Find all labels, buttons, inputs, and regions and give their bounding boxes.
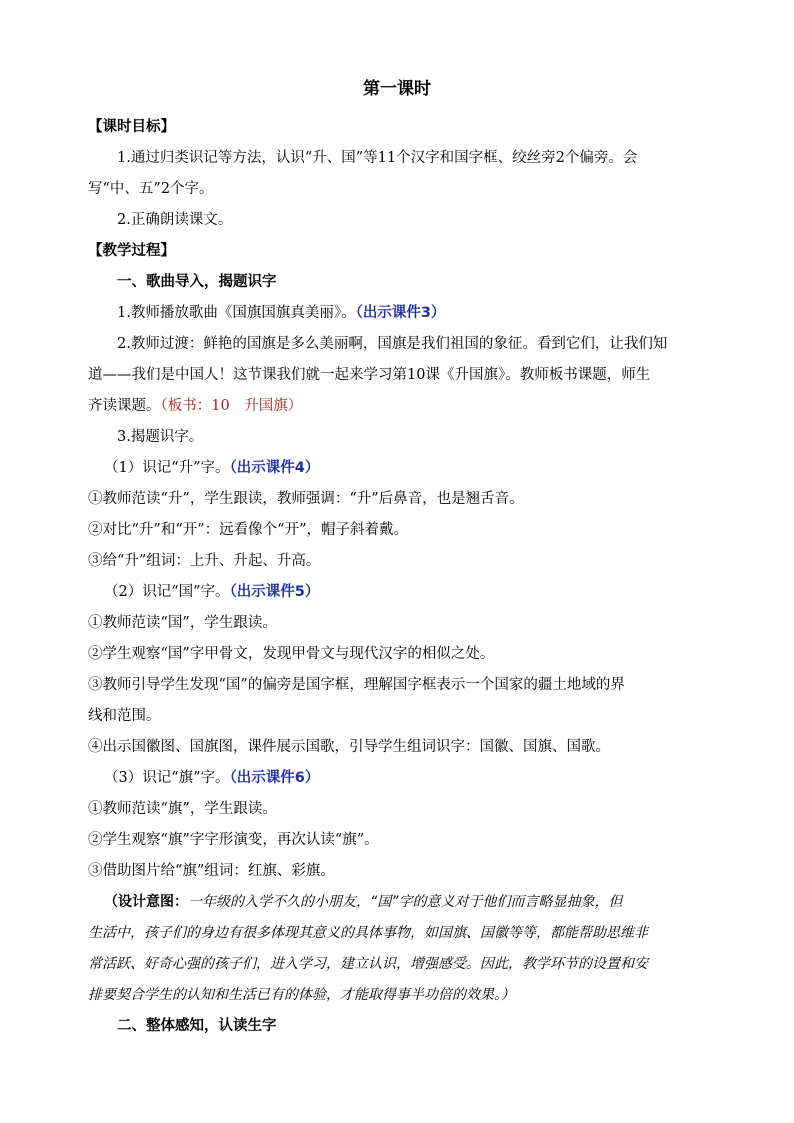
design-intent-line: 常活跃、好奇心强的孩子们，进入学习，建立认识，增强感受。因此，教学环节的设置和安: [88, 956, 648, 972]
paragraph-text: 1.教师播放歌曲《国旗国旗真美丽》。: [117, 305, 356, 321]
design-intent-line: 排要契合学生的认知和生活已有的体验，才能取得事半功倍的效果。）: [88, 987, 515, 1003]
paragraph-line: 道——我们是中国人！这节课我们就一起来学习第10课《升国旗》。教师板书课题，师生: [88, 367, 651, 383]
sub-heading-text: （1）识记“升”字。: [104, 460, 230, 476]
list-item: ③给“升”组词：上升、升起、升高。: [88, 553, 321, 569]
list-item: ①教师范读“旗”，学生跟读。: [88, 801, 277, 817]
objective-line: 1.通过归类识记等方法，认识“升、国”等11个汉字和国字框、绞丝旁2个偏旁。会: [117, 150, 638, 166]
courseware-ref: （出示课件6）: [229, 770, 320, 786]
sub-heading: [88, 763, 716, 794]
list-item: ④出示国徽图、国旗图，课件展示国歌，引导学生组词识字：国徽、国旗、国歌。: [88, 739, 610, 755]
board-note: （板书：10 升国旗）: [160, 398, 303, 414]
design-intent-line: 生活中，孩子们的身边有很多体现其意义的具体事物，如国旗、国徽等等，都能帮助思维非: [88, 925, 648, 941]
paragraph: [88, 298, 716, 329]
sub-heading: [88, 577, 716, 608]
courseware-ref: （出示课件4）: [229, 460, 320, 476]
objective-line: 写“中、五”2个字。: [88, 181, 214, 197]
list-item: ②对比“升”和“开”：远看像个“开”，帽子斜着戴。: [88, 522, 408, 538]
section-heading: 一、歌曲导入，揭题识字: [117, 274, 277, 290]
sub-heading: [88, 453, 716, 484]
list-item: ③教师引导学生发现“国”的偏旁是国字框，理解国字框表示一个国家的疆土地域的界: [88, 677, 625, 693]
courseware-ref: （出示课件3）: [355, 305, 446, 321]
design-intent-label: （设计意图：: [104, 894, 188, 910]
page-title: 第一课时: [363, 79, 431, 99]
sub-heading-text: （2）识记“国”字。: [104, 584, 230, 600]
list-item: ①教师范读“升”，学生跟读，教师强调：“升”后鼻音，也是翘舌音。: [88, 491, 524, 507]
list-item: ①教师范读“国”，学生跟读。: [88, 615, 277, 631]
sub-heading-text: （3）识记“旗”字。: [104, 770, 230, 786]
objectives-header: 【课时目标】: [88, 119, 175, 135]
paragraph: [88, 391, 716, 422]
paragraph-line: 3.揭题识字。: [117, 429, 204, 445]
design-intent-text: 一年级的入学不久的小朋友，“国”字的意义对于他们而言略显抽象，但: [188, 894, 623, 910]
courseware-ref: （出示课件5）: [229, 584, 320, 600]
objective-line: 2.正确朗读课文。: [117, 212, 233, 228]
list-item: 线和范围。: [88, 708, 161, 724]
list-item: ②学生观察“旗”字字形演变，再次认读“旗”。: [88, 832, 379, 848]
paragraph-text: 齐读课题。: [88, 398, 161, 414]
paragraph-line: 2.教师过渡：鲜艳的国旗是多么美丽啊，国旗是我们祖国的象征。看到它们，让我们知: [117, 336, 668, 352]
section-heading: 二、整体感知，认读生字: [117, 1018, 277, 1034]
list-item: ③借助图片给“旗”组词：红旗、彩旗。: [88, 863, 335, 879]
list-item: ②学生观察“国”字甲骨文，发现甲骨文与现代汉字的相似之处。: [88, 646, 495, 662]
design-intent: [88, 887, 716, 918]
process-header: 【教学过程】: [88, 243, 175, 259]
lesson-content: [88, 112, 716, 1042]
